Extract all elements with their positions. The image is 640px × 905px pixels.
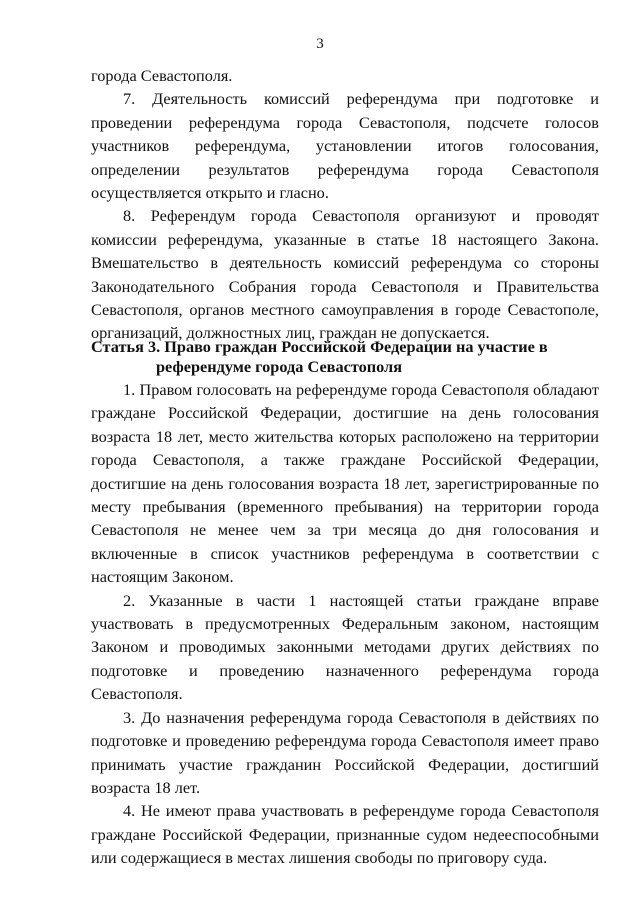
article-3-title-line-1: Статья 3. Право граждан Российской Федерации на участие в: [91, 337, 548, 356]
text-block-article-3: [91, 378, 599, 870]
page-number: 3: [316, 36, 324, 52]
article-3-title-line-2: референдуме города Севастополя: [156, 357, 402, 376]
paragraph-7: 7. Деятельность комиссий референдума при подготовке и проведении референдума города Севастополя, подсчете голосов участников референдума, установлении итогов голосования, определении результатов референдума города Севастополя осуществляется открыто и гласно.: [91, 89, 599, 203]
paragraph-8: 8. Референдум города Севастополя организуют и проводят комиссии референдума, указанные в статье 18 настоящего Закона. Вмешательство в деятельность комиссий референдума со стороны Законодательного Собрания города Севастополя и Правительства Севастополя, органов местного самоуправления в городе Севастополе, организаций, должностных лиц, граждан не допускается.: [91, 206, 599, 343]
article-3-heading: [91, 337, 599, 377]
article-3-paragraph-2: 2. Указанные в части 1 настоящей статьи граждане вправе участвовать в предусмотренных Федеральным законом, настоящим Законом и проводимых законными методами других действиях по подготовке и проведению назначенного референдума города Севастополя.: [91, 590, 599, 704]
article-3-paragraph-3: 3. До назначения референдума города Севастополя в действиях по подготовке и проведению референдума города Севастополя имеет право принимать участие гражданин Российской Федерации, достигший возраста 18 лет.: [91, 707, 599, 797]
paragraph-continuation: города Севастополя.: [91, 66, 233, 85]
text-block-top: [91, 64, 599, 345]
article-3-paragraph-1: 1. Правом голосовать на референдуме города Севастополя обладают граждане Российской Федерации, достигшие на день голосования возраста 18 лет, место жительства которых расположено на территории города Севастополя, а также граждане Российской Федерации, достигшие на день голосования возраста 18 лет, зарегистрированные по месту пребывания (временного пребывания) на территории города Севастополя не менее чем за три месяца до дня голосования и включенные в список участников референдума в соответствии с настоящим Законом.: [91, 380, 599, 587]
article-3-paragraph-4: 4. Не имеют права участвовать в референдуме города Севастополя граждане Российской Федерации, признанные судом недееспособными или содержащиеся в местах лишения свободы по приговору суда.: [91, 801, 599, 868]
